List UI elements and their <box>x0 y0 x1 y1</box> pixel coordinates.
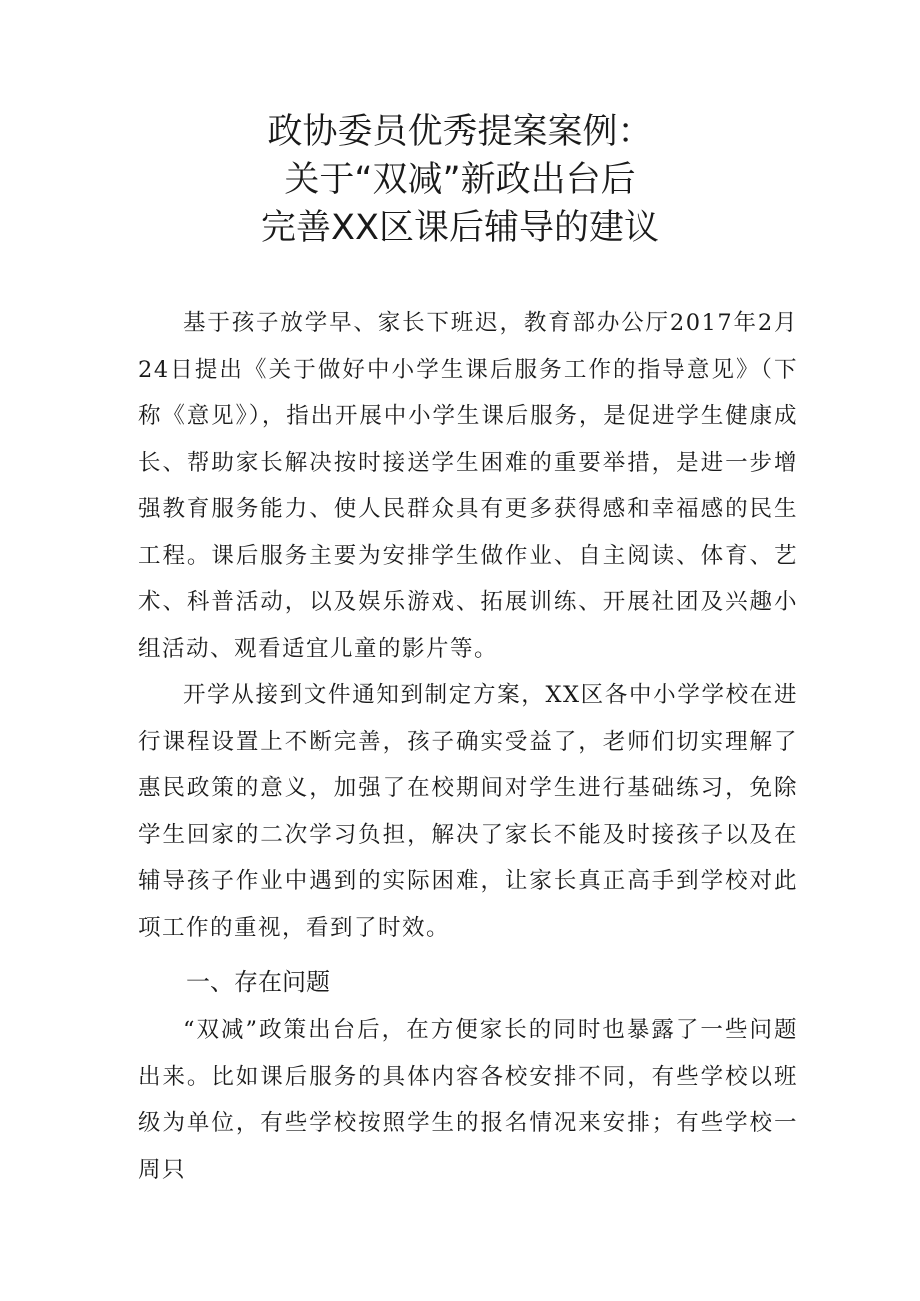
paragraph-implementation: 开学从接到文件通知到制定方案，XX区各中小学学校在进行课程设置上不断完善，孩子确实受益了，老师们切实理解了惠民政策的意义，加强了在校期间对学生进行基础练习，免除学生回家的二次学习负担，解决了家长不能及时接孩子以及在辅导孩子作业中遇到的实际困难，让家长真正高手到学校对此项工作的重视，看到了时效。 <box>138 682 798 941</box>
document-body <box>138 300 798 1193</box>
document-title <box>0 108 920 252</box>
paragraph-problems: “双减”政策出台后，在方便家长的同时也暴露了一些问题出来。比如课后服务的具体内容各校安排不同，有些学校以班级为单位，有些学校按照学生的报名情况来安排；有些学校一周只 <box>138 1017 798 1183</box>
title-line-3: 完善XX区课后辅导的建议 <box>261 208 659 248</box>
paragraph-intro: 基于孩子放学早、家长下班迟，教育部办公厅2017年2月24日提出《关于做好中小学生课后服务工作的指导意见》（下称《意见》），指出开展中小学生课后服务，是促进学生健康成长、帮助家长解决按时接送学生困难的重要举措，是进一步增强教育服务能力、使人民群众具有更多获得感和幸福感的民生工程。课后服务主要为安排学生做作业、自主阅读、体育、艺术、科普活动，以及娱乐游戏、拓展训练、开展社团及兴趣小组活动、观看适宜儿童的影片等。 <box>138 310 798 662</box>
section-heading-problems: 一、存在问题 <box>186 968 330 996</box>
title-line-2: 关于“双减”新政出台后 <box>284 160 636 200</box>
title-line-1: 政协委员优秀提案案例： <box>267 112 653 152</box>
